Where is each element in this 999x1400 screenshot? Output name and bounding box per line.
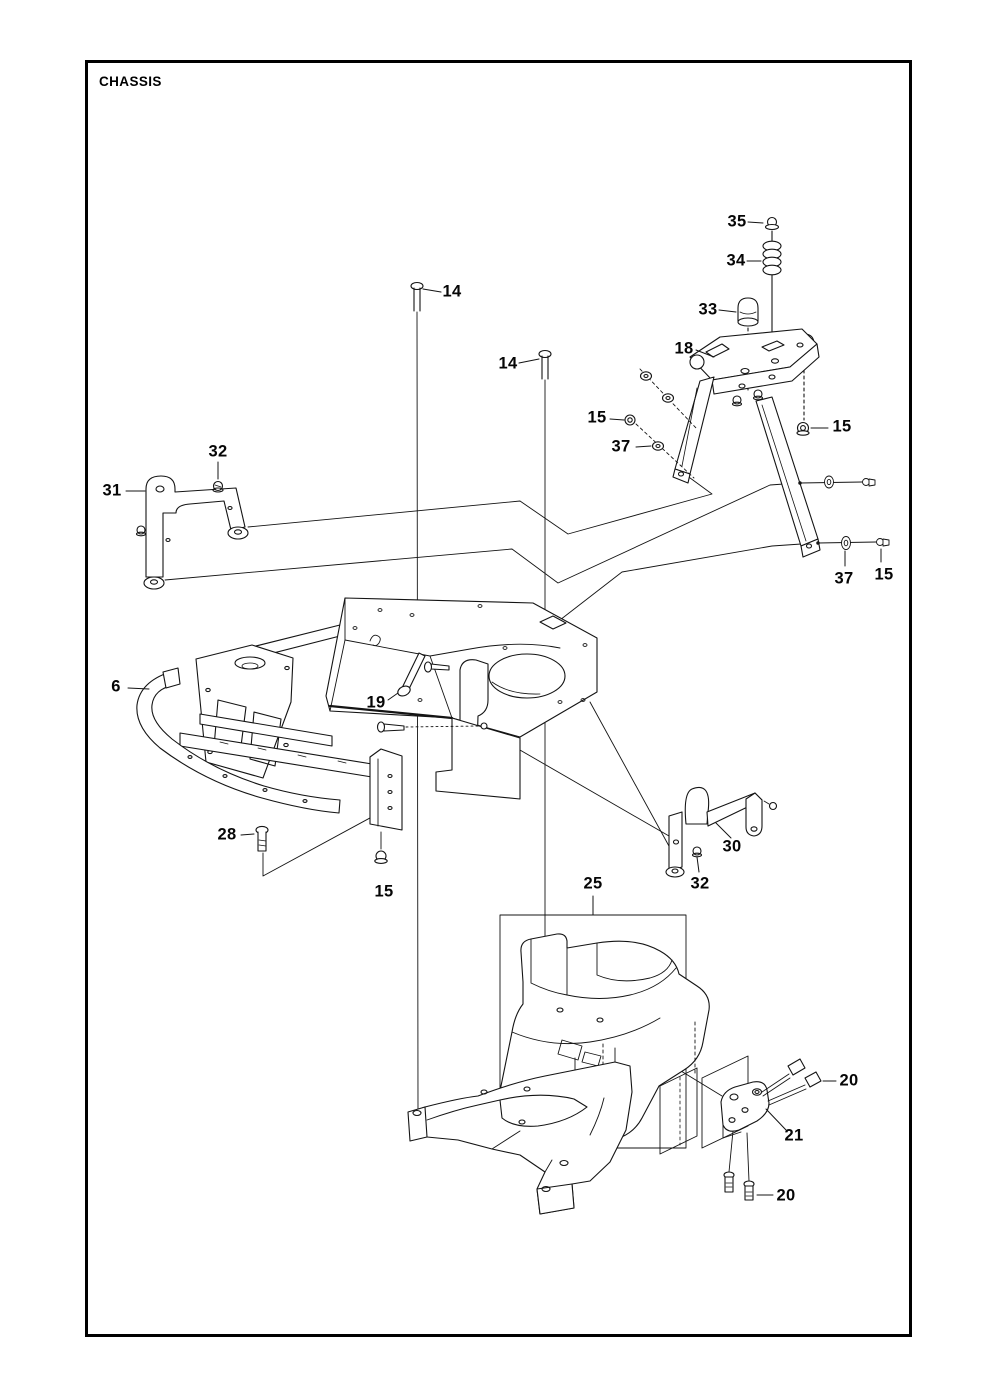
washer-row-lower [817,537,889,550]
carriage-bolt-14-right [519,351,551,380]
nut-35-part [766,218,779,230]
nut-15-left [625,415,635,425]
callout-15-d: 15 [374,882,394,901]
bolt-20-lower-pair [724,1172,754,1200]
callout-20-b: 20 [776,1186,796,1205]
bolt-28-part [256,826,268,851]
nut-15-front [375,832,387,863]
spring-34-part [763,241,781,275]
seat-mount-assembly [625,218,889,558]
channel-bracket [370,749,402,830]
screw-31-lower [137,526,146,536]
carriage-bolt-14-left [411,283,441,312]
callout-15-b: 15 [832,417,852,436]
callout-6: 6 [111,677,121,696]
callout-32-a: 32 [208,442,228,461]
callout-18: 18 [674,339,694,358]
tower-right-leg [756,397,820,557]
support-bracket-31 [137,476,249,589]
callout-34: 34 [726,251,746,270]
callout-30: 30 [722,837,742,856]
screw-30-right [764,801,777,810]
main-chassis-part [180,598,597,863]
callout-32-b: 32 [690,874,710,893]
support-bracket-30 [666,787,777,877]
callout-31: 31 [102,481,122,500]
callout-35: 35 [727,212,747,231]
callout-37-a: 37 [611,437,631,456]
bracket-21-part [721,1082,769,1138]
callout-15-a: 15 [587,408,607,427]
nut-15-right [797,423,809,436]
tower-left-leg [673,377,714,483]
callout-14-right: 14 [498,354,518,373]
bolt-20-upper-pair [762,1059,821,1105]
callout-21: 21 [784,1126,804,1145]
callout-28: 28 [217,825,237,844]
callout-25: 25 [583,874,603,893]
washer-row-upper [799,476,875,488]
callout-20-a: 20 [839,1071,859,1090]
washer-37-left [653,442,664,450]
callout-14-left: 14 [442,282,462,301]
rubber-cap-33-part [738,298,758,326]
callout-19: 19 [366,693,386,712]
callout-33: 33 [698,300,718,319]
screw-32-lower [693,847,702,857]
callout-37-b: 37 [834,569,854,588]
page-title: CHASSIS [99,74,162,89]
callout-15-c: 15 [874,565,894,584]
